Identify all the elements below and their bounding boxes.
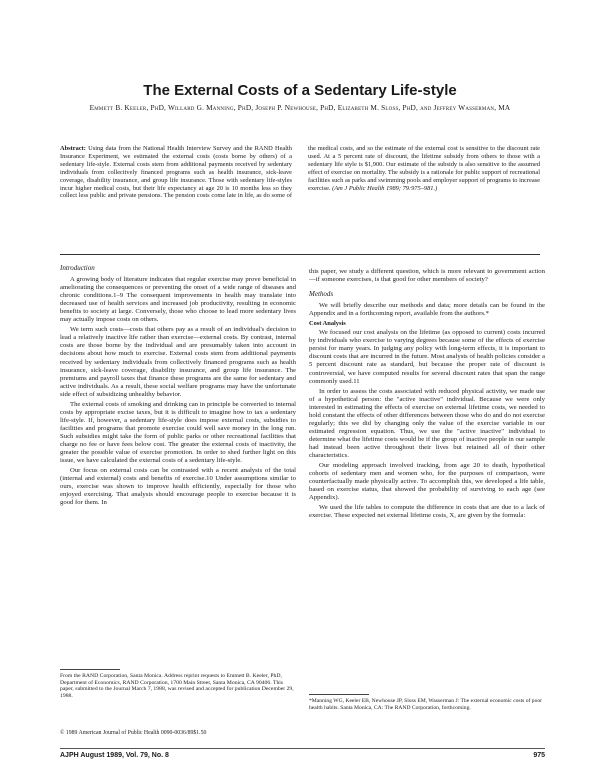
affiliation-footnote-block [60, 669, 296, 700]
methods-paragraph-1: We will briefly describe our methods and data; more details can be found in the Appendix and in a forthcoming report, available from the authors.* [309, 302, 545, 318]
footnote-rule [60, 669, 120, 670]
section-heading-introduction: Introduction [60, 264, 95, 272]
paper-title: The External Costs of a Sedentary Life-style [143, 82, 457, 99]
footnote-rule [309, 694, 369, 695]
methods-paragraph-2: We focused our cost analysis on the lifetime (as opposed to current) costs incurred by individuals who exercise to varying degrees because some of the effects of exercise persist for many years. In judging any policy with long-term effects, it is important to discount costs that are incurred in the future. Most analysts of health policies consider a 5 percent discount rate as standard, but because the proper rate of discount is controversial, we have computed results for several discount rates that span the range commonly used.11 [309, 329, 545, 385]
page-number: 975 [533, 752, 545, 759]
intro-paragraph-3: The external costs of smoking and drinking can in principle be converted to internal costs by appropriate excise taxes, but it is difficult to imagine how to tax a sedentary life-style. If, however, a sedentary life-style does impose external costs, subsidies to facilities and programs that promote exercise could well save money in the long run. Such subsidies might take the form of public parks or other recreational facilities that charge no fee or have fees below cost. The greater the external costs of inactivity, the greater the possible value of exercise promotion. In order to shed further light on this issue, we have calculated the external costs of a sedentary life-style. [60, 400, 296, 465]
intro-paragraph-2: We term such costs—costs that others pay as a result of an individual's decision to lead a relatively inactive life rather than exercise—external costs. By contrast, internal costs are those borne by the individual and are presumably taken into account in decisions about how much to exercise. External costs stem from additional payments received by sedentary individuals from collectively financed programs such as health insurance, sick-leave coverage, disability insurance, and group life insurance. The premiums and payroll taxes that finance these programs are the same for sedentary and active individuals. As a result, these social welfare programs may have the unfortunate side effect of subsidizing unhealthy behavior. [60, 326, 296, 398]
report-footnote: *Manning WG, Keeler EB, Newhouse JP, Sloss EM, Wasserman J: The external economic costs of poor health habits. Santa Monica, CA: The RAND Corporation, forthcoming. [309, 698, 543, 711]
abstract-divider [60, 254, 540, 255]
copyright-notice: © 1989 American Journal of Public Health 0090-0036/89$1.50 [60, 730, 207, 736]
abstract-citation: (Am J Public Health 1989; 79:975–981.) [332, 184, 438, 192]
right-column [309, 268, 545, 522]
footer-rule [60, 748, 545, 749]
abstract-text: Using data from the National Health Interview Survey and the RAND Health Insurance Experiment, we estimated the external costs (costs borne by others) of a sedentary life-style. External costs stem from additional payments received by sedentary individuals from collectively financed programs such as health insurance, sick-leave coverage, disability insurance, and group life insurance. Those with sedentary life-styles incur higher medical costs, but their life expectancy at age 20 is 10 months less so they collect less public and private pensions. The pension costs come late in life, as do some of the medical costs, and so the estimate of the external cost is sensitive to the discount rate used. At a 5 percent rate of discount, the lifetime subsidy from others to those with a sedentary life style is $1,900. Our estimate of the subsidy is also sensitive to the assumed effect of exercise on mortality. The subsidy is a rationale for public support of recreational facilities such as parks and swimming pools and employer support of programs to increase exercise. [60, 145, 540, 200]
author-list: Emmett B. Keeler, PhD, Willard G. Manning, PhD, Joseph P. Newhouse, PhD, Elizabeth M. Sloss, PhD, and Jeffrey Wasserman, MA [89, 103, 511, 112]
abstract-block [60, 145, 540, 200]
abstract-label: Abstract: [60, 145, 86, 152]
body-paragraph-continued: this paper, we study a different question, which is more relevant to government action—if someone exercises, is that good for other members of society? [309, 268, 545, 284]
methods-paragraph-5: We used the life tables to compute the difference in costs that are due to a lack of exercise. These expected net external lifetime costs, X, are given by the formula: [309, 504, 545, 520]
subsection-heading-cost-analysis: Cost Analysis [309, 320, 346, 328]
affiliation-footnote: From the RAND Corporation, Santa Monica. Address reprint requests to Emmett B. Keeler, PhD, Department of Economics, RAND Corporation, 1700 Main Street, Santa Monica, CA 90406. This paper, submitted to the Journal March 7, 1988, was revised and accepted for publication December 29, 1988. [60, 673, 294, 700]
journal-footer: AJPH August 1989, Vol. 79, No. 8 [60, 752, 169, 759]
report-footnote-block [309, 694, 545, 711]
methods-paragraph-4: Our modeling approach involved tracking, from age 20 to death, hypothetical cohorts of sedentary men and women who, for the purposes of comparison, were counterfactually made physically active. To accomplish this, we developed a life table, based on exercise status, that showed the probability of surviving to each age (see Appendix). [309, 462, 545, 502]
section-heading-methods: Methods [309, 290, 334, 299]
methods-paragraph-3: In order to assess the costs associated with reduced physical activity, we made use of a hypothetical person: the "active inactive" individual. Because we were only interested in estimating the effects of exercise on external lifetime costs, we needed to hold constant the effects of other differences between those who do and do not exercise regularly; this we did by changing only the value of the exercise variable in our estimated regression equation. Thus, we use the "active inactive" individual to determine what the lifetime costs would be if the group of inactive people in our sample had instead been active throughout their lives but retained all of their other characteristics. [309, 387, 545, 459]
intro-paragraph-1: A growing body of literature indicates that regular exercise may prove beneficial in ameliorating the consequences or preventing the onset of a wide range of diseases and chronic conditions.1–9 The consequent improvements in health may translate into decreased use of health services and increased job productivity, resulting in economic benefits to society at large. Conversely, those who choose to lead more sedentary lives may actually impose costs on others. [60, 276, 296, 324]
left-column [60, 258, 296, 509]
intro-paragraph-4: Our focus on external costs can be contrasted with a recent analysis of the total (internal and external) costs and benefits of exercise.10 Under assumptions similar to ours, exercise was shown to improve health efficiently, especially for those who enjoyed exercising. That analysis should encourage people to exercise because it is good for them. In [60, 467, 296, 507]
